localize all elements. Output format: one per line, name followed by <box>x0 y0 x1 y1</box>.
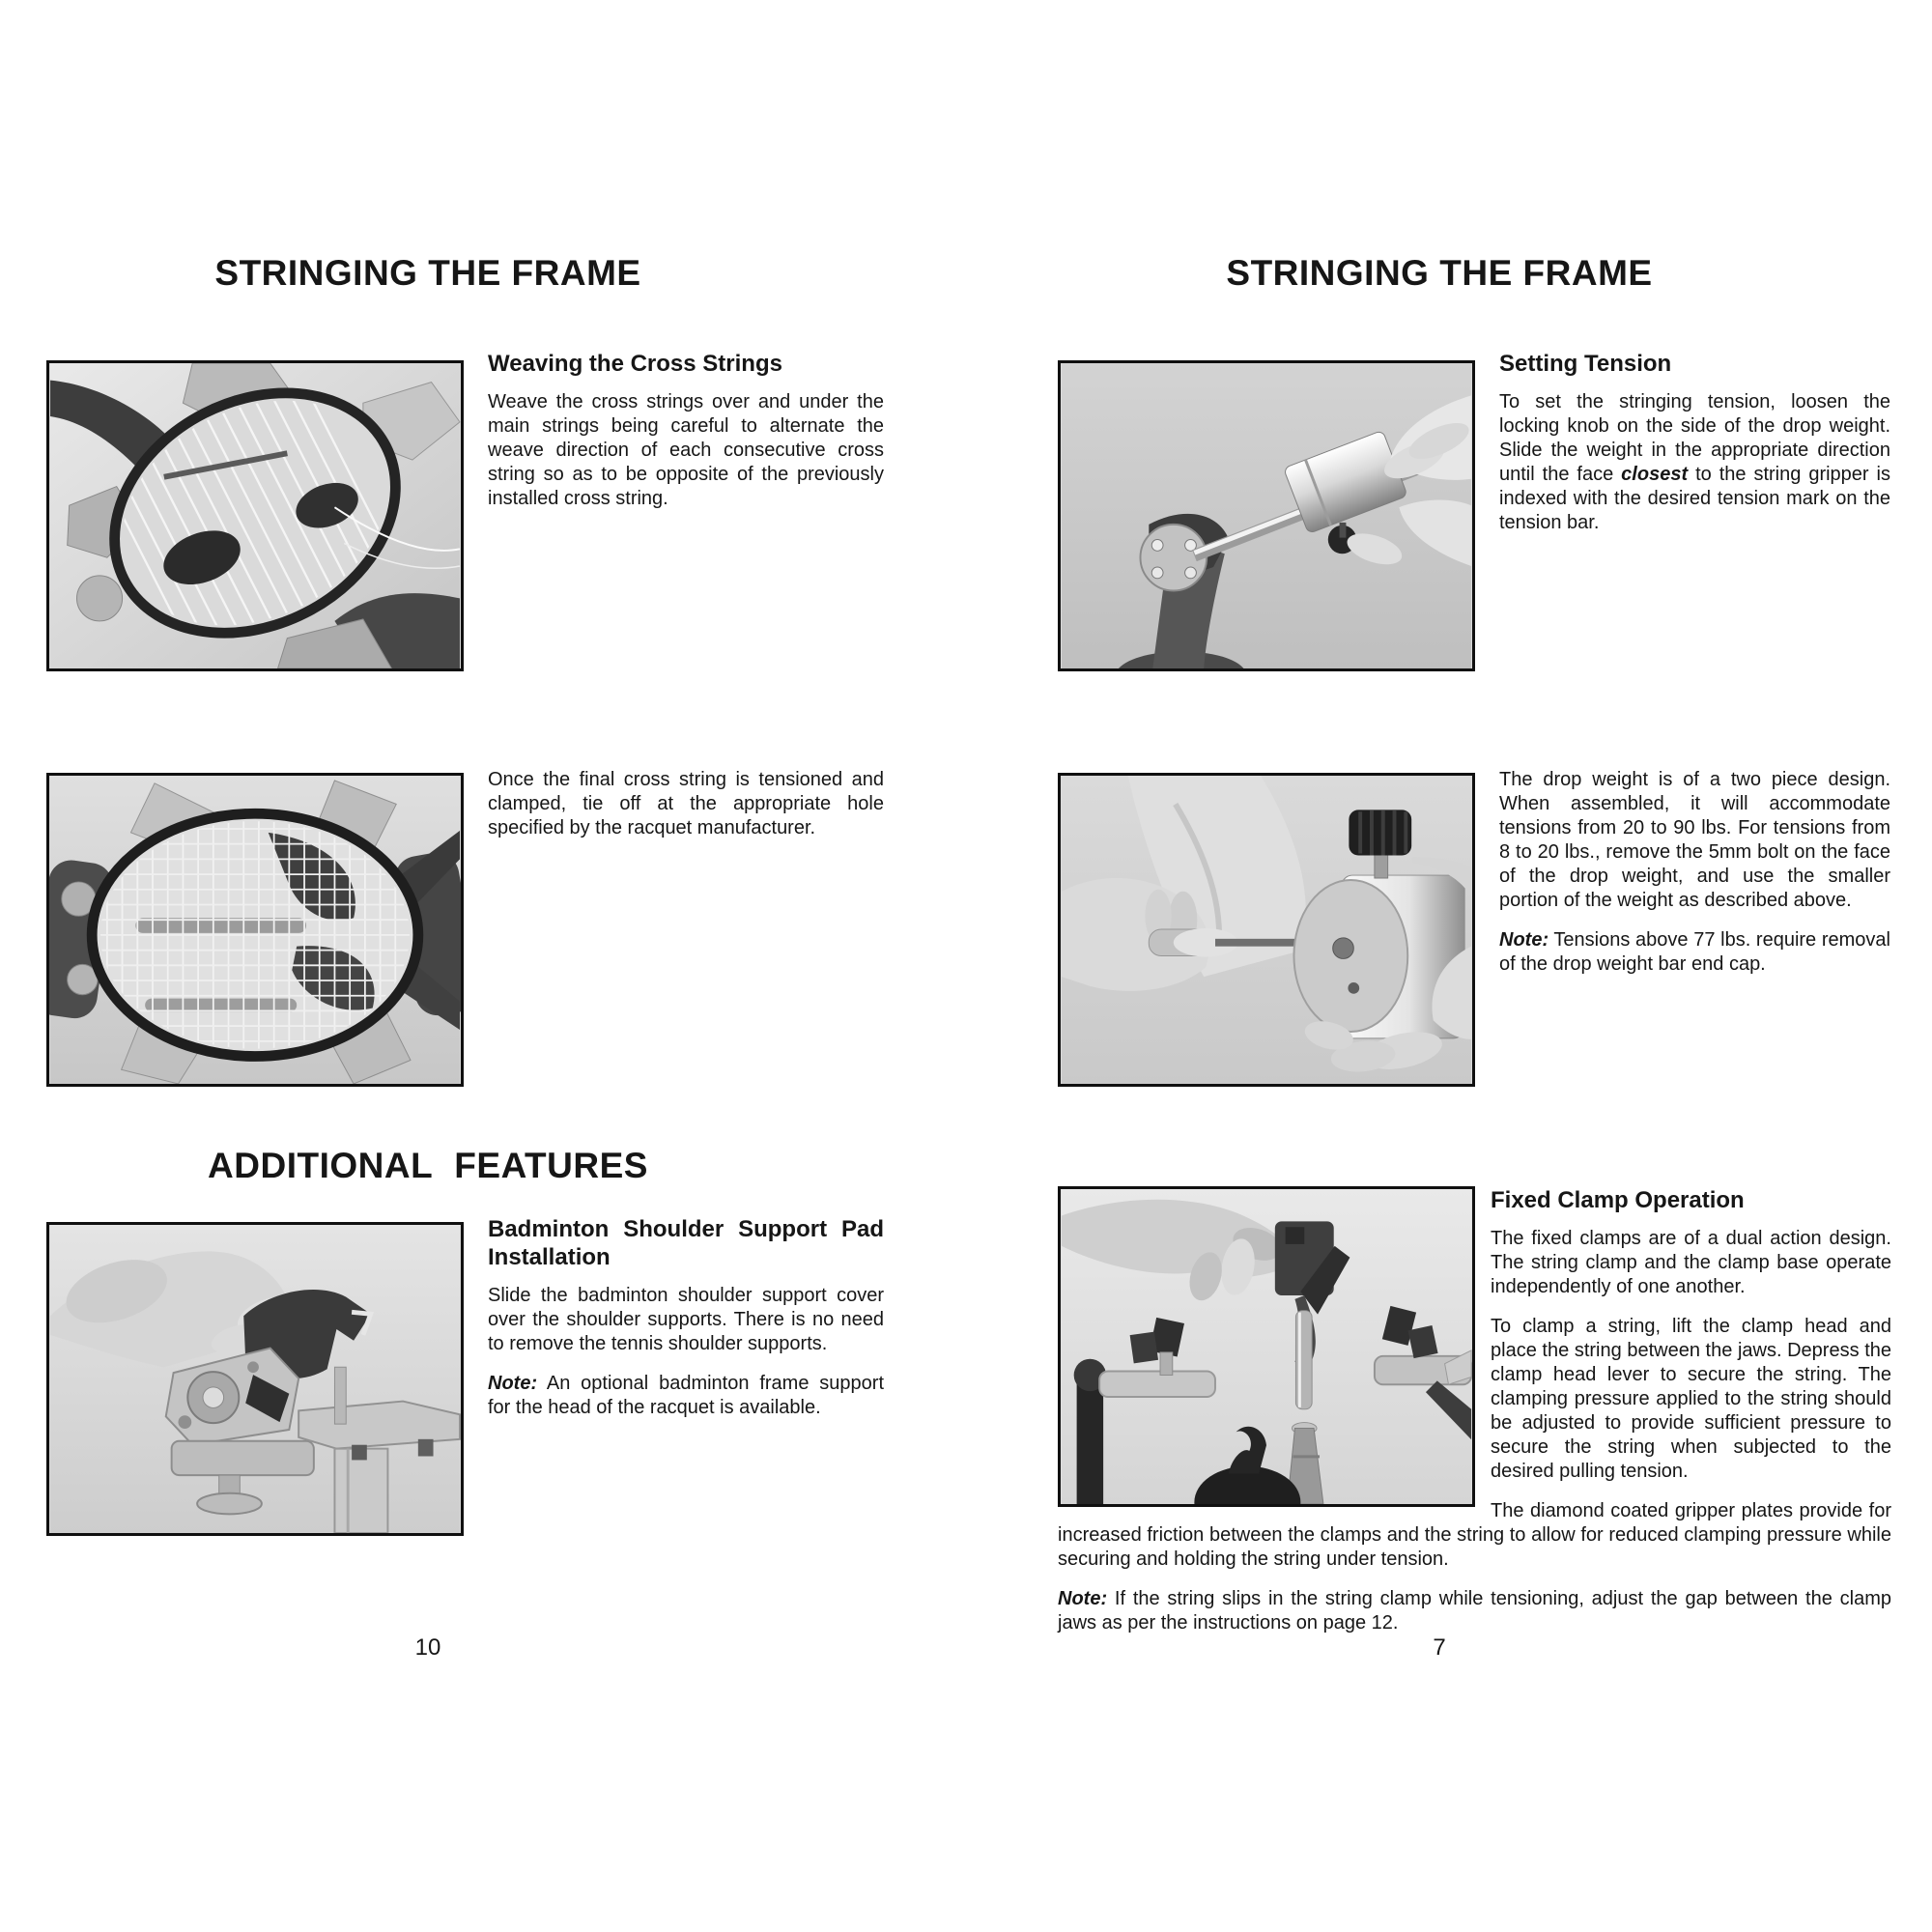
note-label: Note: <box>488 1373 538 1394</box>
note-text: Tensions above 77 lbs. require removal of the drop weight bar end cap. <box>1499 929 1890 975</box>
body-paragraph: Slide the badminton shoulder support cover over the shoulder supports. There is no need to remove the tennis shoulder supports. <box>488 1285 884 1354</box>
photo-fixed-clamp <box>1058 1186 1475 1507</box>
body-paragraph: The fixed clamps are of a dual action design. The string clamp and the clamp base operate independently of one another. <box>1491 1228 1891 1297</box>
note-label: Note: <box>1058 1588 1108 1609</box>
body-paragraph: To clamp a string, lift the clamp head and place the string between the jaws. Depress the clamp head lever to secure the string. The clamping pressure applied to the string should be adjusted to provide sufficient pressure to secure the string when subjected to the desired pulling tension. <box>1491 1316 1891 1482</box>
note-text: An optional badminton frame support for the head of the racquet is available. <box>488 1373 884 1418</box>
photo-setting-tension <box>1058 360 1475 671</box>
section-badminton-pad <box>488 1215 884 1435</box>
body-text: to the string gripper is indexed with the desired tension mark on the tension bar. <box>1499 464 1890 533</box>
note-paragraph <box>1058 1587 1891 1635</box>
drop-weight-bar-illustration <box>1061 363 1472 668</box>
fixed-clamp-illustration <box>1061 1189 1472 1504</box>
photo-badminton-pad-install <box>46 1222 464 1536</box>
note-label: Note: <box>1499 929 1549 951</box>
body-paragraph: Weave the cross strings over and under the main strings being careful to alternate the weave direction of each consecutive cross string so as to be opposite of the previously installed cross string. <box>488 391 884 509</box>
note-paragraph <box>488 1372 884 1420</box>
body-paragraph: The diamond coated gripper plates provide for increased friction between the clamps and the string to allow for reduced clamping pressure while securing and holding the string under tension. <box>1058 1500 1891 1570</box>
body-paragraph: Once the final cross string is tensioned and clamped, tie off at the appropriate hole specified by the racquet manufacturer. <box>488 769 884 838</box>
photo-weaving-cross-strings <box>46 360 464 671</box>
body-paragraph <box>1499 390 1890 535</box>
body-text: To set the stringing tension, loosen the locking knob on the side of the drop weight. Slide the weight in the appropriate direction until the face <box>1499 391 1890 485</box>
section-drop-weight <box>1499 768 1890 992</box>
note-paragraph <box>1499 928 1890 977</box>
body-paragraph: The drop weight is of a two piece design. When assembled, it will accommodate tensions from 20 to 90 lbs. For tensions from 8 to 20 lbs., remove the 5mm bolt on the face of the drop weight, and use the smaller portion of the weight as described above. <box>1499 769 1890 911</box>
section-weaving <box>488 350 884 526</box>
section-heading: Fixed Clamp Operation <box>1491 1187 1745 1213</box>
section-setting-tension <box>1499 350 1890 551</box>
racquet-grid-illustration <box>49 776 461 1084</box>
section-heading: Setting Tension <box>1499 351 1672 377</box>
note-text: If the string slips in the string clamp while tensioning, adjust the gap between the clamp jaws as per the instructions on page 12. <box>1058 1588 1891 1634</box>
racquet-mains-illustration <box>49 363 461 668</box>
page-number-right: 7 <box>1433 1634 1446 1661</box>
page-number-left: 10 <box>414 1634 441 1661</box>
page-title: STRINGING THE FRAME <box>1226 253 1653 293</box>
page-title: STRINGING THE FRAME <box>214 253 641 293</box>
section-fixed-clamp <box>1058 1186 1891 1651</box>
photo-tie-off-strung-racquet <box>46 773 464 1087</box>
pad-install-illustration <box>49 1225 461 1533</box>
section-heading: Badminton Shoulder Support Pad Installation <box>488 1216 884 1270</box>
section-tie-off <box>488 768 884 856</box>
emphasis-closest: closest <box>1621 464 1689 485</box>
additional-features-title: ADDITIONAL FEATURES <box>208 1146 648 1185</box>
drop-weight-hands-illustration <box>1061 776 1472 1084</box>
section-heading: Weaving the Cross Strings <box>488 351 782 377</box>
photo-drop-weight-two-piece <box>1058 773 1475 1087</box>
